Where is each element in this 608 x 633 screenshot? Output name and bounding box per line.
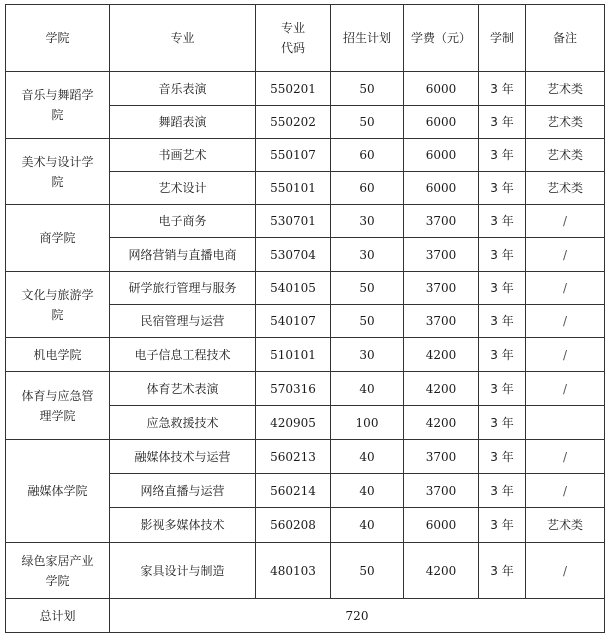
remark-cell: / <box>526 272 605 305</box>
fee-cell: 3700 <box>404 272 479 305</box>
code-cell: 570316 <box>256 372 331 406</box>
total-row <box>6 599 605 633</box>
total-value: 720 <box>110 599 605 633</box>
college-name-line1: 体育与应急管 <box>21 388 94 403</box>
college-name-line1: 音乐与舞蹈学 <box>21 88 94 102</box>
quota-cell: 30 <box>331 338 404 372</box>
code-cell: 560213 <box>256 440 331 474</box>
remark-cell: / <box>526 440 605 474</box>
quota-cell: 30 <box>331 238 404 272</box>
quota-cell: 50 <box>331 305 404 338</box>
code-cell: 560208 <box>256 508 331 543</box>
header-row <box>6 5 605 72</box>
college-cell <box>6 543 110 599</box>
major-cell: 融媒体技术与运营 <box>110 440 256 474</box>
quota-cell: 40 <box>331 508 404 543</box>
college-cell <box>6 372 110 440</box>
code-cell: 550202 <box>256 106 331 139</box>
code-cell: 510101 <box>256 338 331 372</box>
code-cell: 530701 <box>256 205 331 238</box>
college-name-line1: 机电学院 <box>33 347 82 362</box>
major-cell: 网络直播与运营 <box>110 474 256 508</box>
duration-cell: 3 年 <box>479 72 526 106</box>
major-cell: 体育艺术表演 <box>110 372 256 406</box>
code-cell: 420905 <box>256 406 331 440</box>
header-remark: 备注 <box>526 5 605 72</box>
code-cell: 560214 <box>256 474 331 508</box>
fee-cell: 4200 <box>404 543 479 599</box>
total-label: 总计划 <box>6 599 110 633</box>
enrollment-plan-table <box>5 4 605 633</box>
major-cell: 舞蹈表演 <box>110 106 256 139</box>
remark-cell: / <box>526 372 605 406</box>
duration-cell: 3 年 <box>479 508 526 543</box>
duration-cell: 3 年 <box>479 205 526 238</box>
header-fee: 学费（元） <box>404 5 479 72</box>
college-name-line1: 文化与旅游学 <box>21 287 94 302</box>
quota-cell: 40 <box>331 372 404 406</box>
duration-cell: 3 年 <box>479 406 526 440</box>
fee-cell: 6000 <box>404 106 479 139</box>
table-row <box>6 139 605 172</box>
code-cell: 550107 <box>256 139 331 172</box>
duration-cell: 3 年 <box>479 305 526 338</box>
table-row <box>6 72 605 106</box>
remark-cell: / <box>526 543 605 599</box>
header-code <box>256 5 331 72</box>
major-cell: 电子商务 <box>110 205 256 238</box>
remark-cell: / <box>526 474 605 508</box>
college-cell <box>6 72 110 139</box>
remark-cell: 艺术类 <box>526 172 605 205</box>
remark-cell: 艺术类 <box>526 106 605 139</box>
header-duration: 学制 <box>479 5 526 72</box>
quota-cell: 40 <box>331 474 404 508</box>
duration-cell: 3 年 <box>479 238 526 272</box>
duration-cell: 3 年 <box>479 106 526 139</box>
quota-cell: 60 <box>331 172 404 205</box>
fee-cell: 6000 <box>404 508 479 543</box>
header-quota: 招生计划 <box>331 5 404 72</box>
header-major: 专业 <box>110 5 256 72</box>
major-cell: 网络营销与直播电商 <box>110 238 256 272</box>
major-cell: 家具设计与制造 <box>110 543 256 599</box>
quota-cell: 100 <box>331 406 404 440</box>
table-row <box>6 372 605 406</box>
table-row <box>6 272 605 305</box>
college-name-line1: 融媒体学院 <box>27 484 88 498</box>
remark-cell: 艺术类 <box>526 72 605 106</box>
duration-cell: 3 年 <box>479 172 526 205</box>
quota-cell: 60 <box>331 139 404 172</box>
duration-cell: 3 年 <box>479 139 526 172</box>
fee-cell: 4200 <box>404 372 479 406</box>
major-cell: 应急救援技术 <box>110 406 256 440</box>
fee-cell: 4200 <box>404 406 479 440</box>
remark-cell: / <box>526 238 605 272</box>
major-cell: 影视多媒体技术 <box>110 508 256 543</box>
quota-cell: 50 <box>331 106 404 139</box>
duration-cell: 3 年 <box>479 440 526 474</box>
fee-cell: 3700 <box>404 440 479 474</box>
fee-cell: 4200 <box>404 338 479 372</box>
fee-cell: 3700 <box>404 238 479 272</box>
remark-cell: 艺术类 <box>526 139 605 172</box>
fee-cell: 6000 <box>404 172 479 205</box>
header-code-line2: 代码 <box>280 41 305 55</box>
remark-cell: 艺术类 <box>526 508 605 543</box>
major-cell: 民宿管理与运营 <box>110 305 256 338</box>
college-name-line1: 绿色家居产业 <box>21 553 94 568</box>
fee-cell: 3700 <box>404 474 479 508</box>
code-cell: 480103 <box>256 543 331 599</box>
college-cell <box>6 440 110 543</box>
major-cell: 音乐表演 <box>110 72 256 106</box>
code-cell: 550201 <box>256 72 331 106</box>
major-cell: 艺术设计 <box>110 172 256 205</box>
college-name-line2: 院 <box>51 108 64 122</box>
remark-cell: / <box>526 205 605 238</box>
code-cell: 540105 <box>256 272 331 305</box>
table-row <box>6 205 605 238</box>
header-code-line1: 专业 <box>280 21 305 35</box>
duration-cell: 3 年 <box>479 372 526 406</box>
college-name-line2: 院 <box>51 174 64 189</box>
header-college: 学院 <box>6 5 110 72</box>
college-name-line2: 院 <box>51 307 64 322</box>
college-name-line1: 美术与设计学 <box>21 154 94 169</box>
college-cell <box>6 139 110 205</box>
quota-cell: 50 <box>331 272 404 305</box>
table-row <box>6 440 605 474</box>
duration-cell: 3 年 <box>479 338 526 372</box>
fee-cell: 3700 <box>404 205 479 238</box>
quota-cell: 30 <box>331 205 404 238</box>
remark-cell <box>526 406 605 440</box>
college-name-line2: 理学院 <box>39 408 76 423</box>
code-cell: 530704 <box>256 238 331 272</box>
duration-cell: 3 年 <box>479 543 526 599</box>
fee-cell: 6000 <box>404 72 479 106</box>
fee-cell: 6000 <box>404 139 479 172</box>
remark-cell: / <box>526 305 605 338</box>
fee-cell: 3700 <box>404 305 479 338</box>
major-cell: 研学旅行管理与服务 <box>110 272 256 305</box>
college-cell <box>6 338 110 372</box>
college-name-line2: 学院 <box>45 573 70 588</box>
table-body <box>6 72 605 599</box>
quota-cell: 50 <box>331 543 404 599</box>
major-cell: 书画艺术 <box>110 139 256 172</box>
major-cell: 电子信息工程技术 <box>110 338 256 372</box>
table-row <box>6 338 605 372</box>
code-cell: 540107 <box>256 305 331 338</box>
quota-cell: 40 <box>331 440 404 474</box>
college-cell <box>6 205 110 272</box>
college-cell <box>6 272 110 338</box>
duration-cell: 3 年 <box>479 272 526 305</box>
remark-cell: / <box>526 338 605 372</box>
quota-cell: 50 <box>331 72 404 106</box>
college-name-line1: 商学院 <box>39 231 76 245</box>
code-cell: 550101 <box>256 172 331 205</box>
table-row <box>6 543 605 599</box>
duration-cell: 3 年 <box>479 474 526 508</box>
